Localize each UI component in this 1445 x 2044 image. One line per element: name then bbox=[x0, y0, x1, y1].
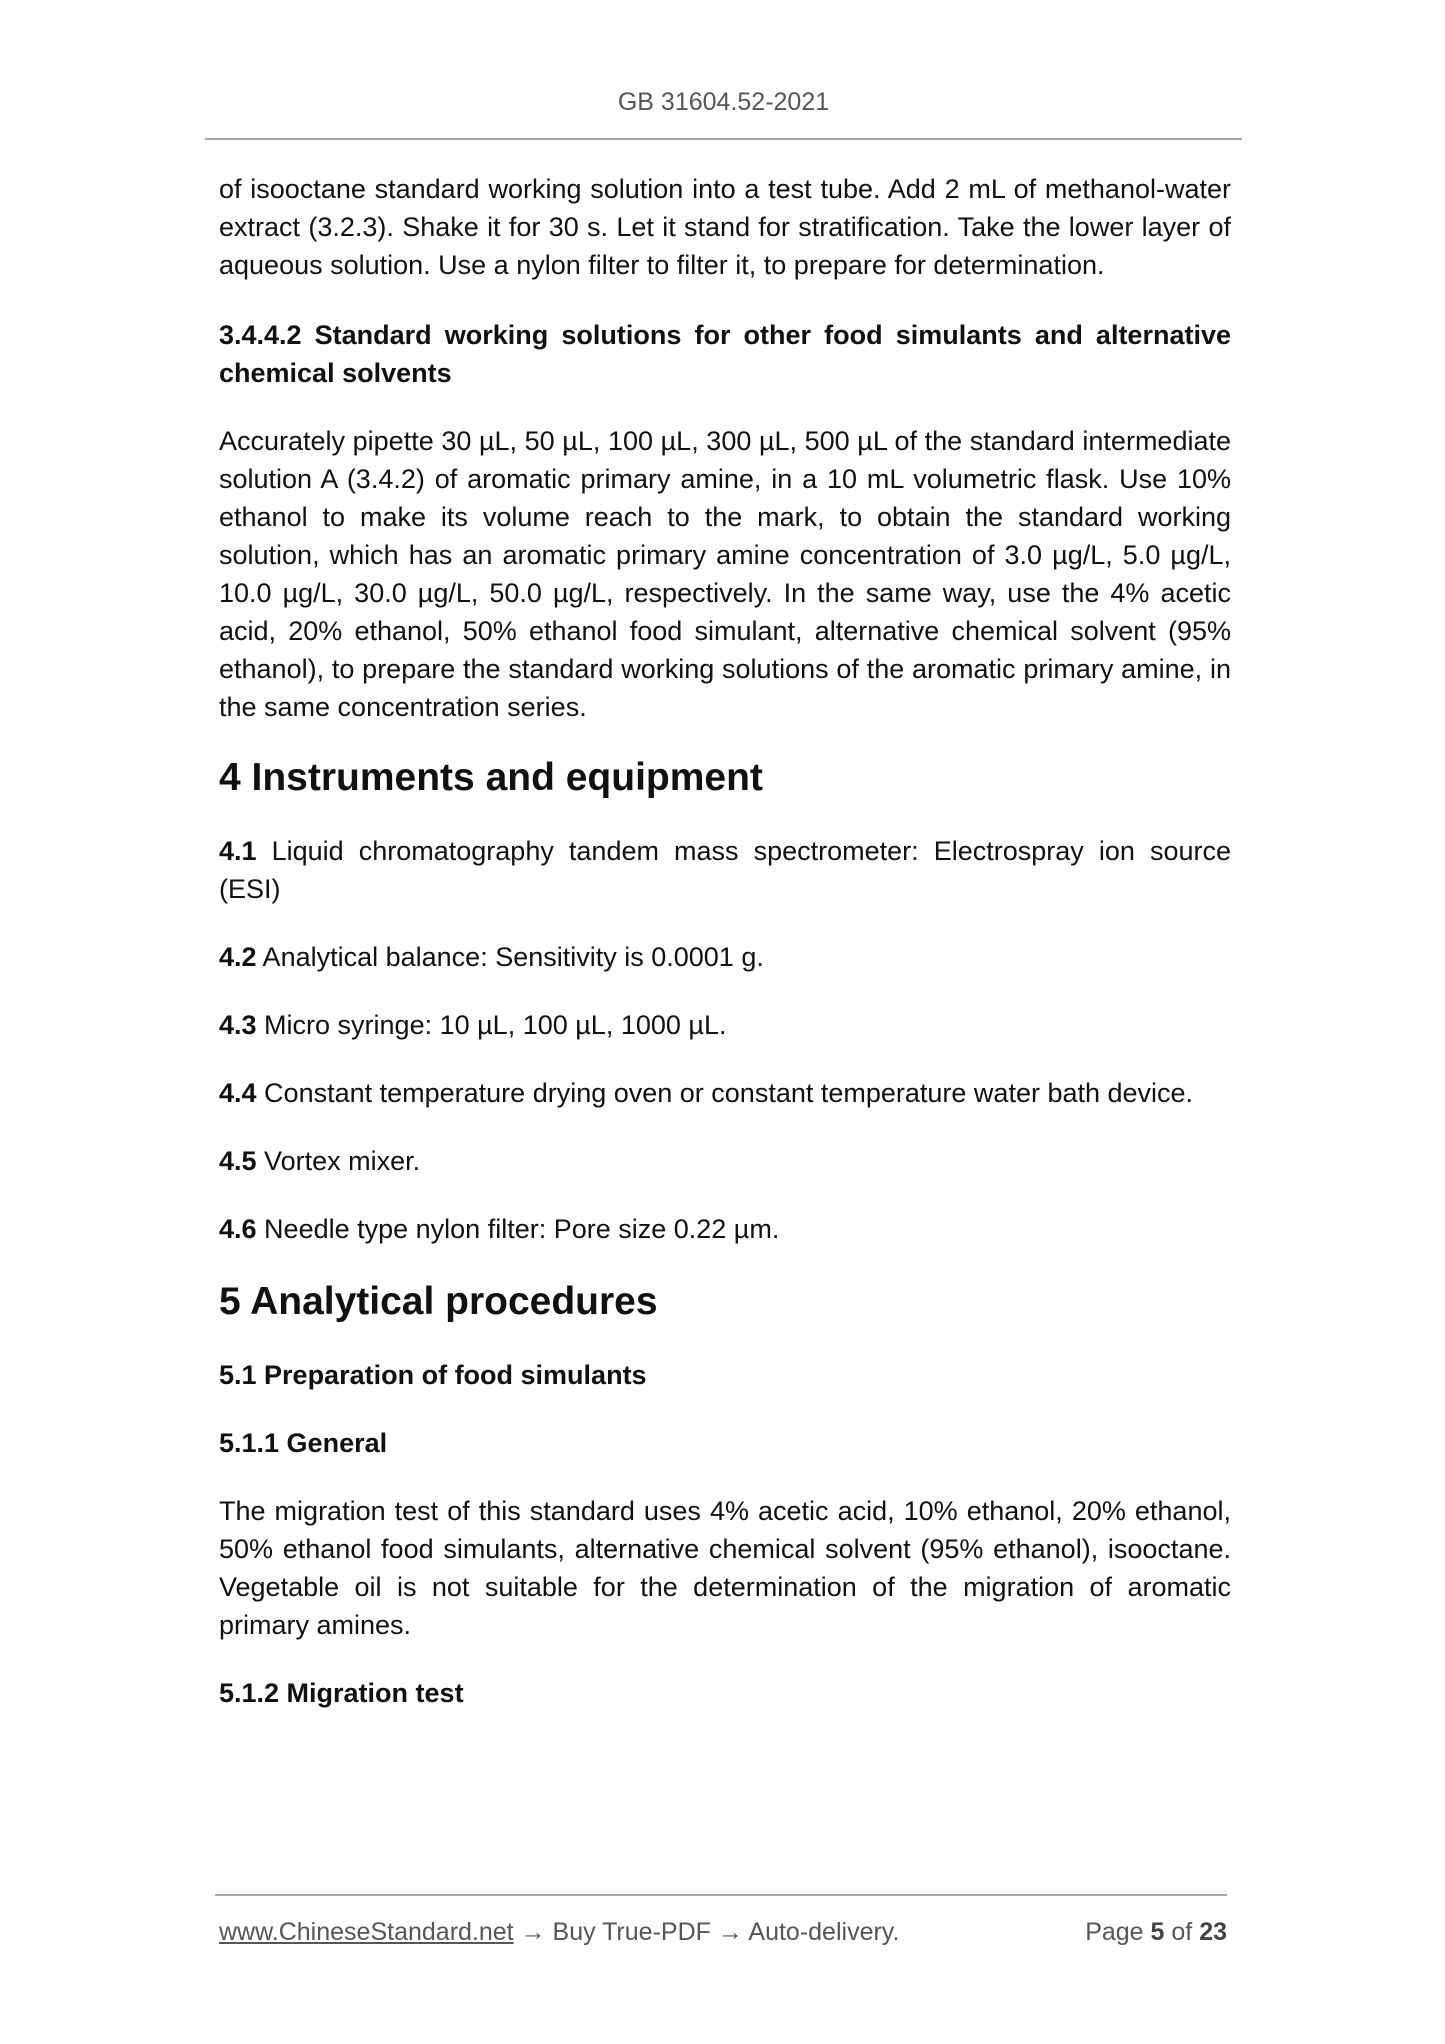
item-text: Analytical balance: Sensitivity is 0.0001 g. bbox=[256, 942, 764, 972]
item-text: Micro syringe: 10 µL, 100 µL, 1000 µL. bbox=[256, 1010, 727, 1040]
item-text: Liquid chromatography tandem mass spectrometer: Electrospray ion source (ESI) bbox=[219, 836, 1231, 904]
paragraph-5-1-1: The migration test of this standard uses 4% acetic acid, 10% ethanol, 20% ethanol, 50% ethanol food simulants, alternative chemical solvent (95% ethanol), isooctane. Vegetable oil is not suitable for the determination of the migration of aromatic primary amines. bbox=[219, 1496, 1231, 1640]
footer-promo bbox=[219, 1918, 899, 1947]
website-link[interactable]: www.ChineseStandard.net bbox=[219, 1918, 514, 1946]
item-number: 4.4 bbox=[219, 1078, 257, 1108]
page-label: Page bbox=[1085, 1918, 1151, 1946]
item-4-5 bbox=[219, 1142, 1231, 1180]
page-total: 23 bbox=[1199, 1918, 1227, 1946]
heading-section-4: 4 Instruments and equipment bbox=[219, 756, 763, 799]
item-number: 4.3 bbox=[219, 1010, 257, 1040]
item-number: 4.2 bbox=[219, 942, 257, 972]
page-current: 5 bbox=[1150, 1918, 1165, 1946]
paragraph-3-4-4-2: Accurately pipette 30 µL, 50 µL, 100 µL, 300 µL, 500 µL of the standard intermediate solution A (3.4.2) of aromatic primary amine, in a 10 mL volumetric flask. Use 10% ethanol to make its volume reach to the mark, to obtain the standard working solution, which has an aromatic primary amine concentration of 3.0 µg/L, 5.0 µg/L, 10.0 µg/L, 30.0 µg/L, 50.0 µg/L, respectively. In the same way, use the 4% acetic acid, 20% ethanol, 50% ethanol food simulant, alternative chemical solvent (95% ethanol), to prepare the standard working solutions of the aromatic primary amine, in the same concentration series. bbox=[219, 426, 1231, 722]
page-indicator bbox=[1085, 1918, 1227, 1947]
paragraph-continued: of isooctane standard working solution into a test tube. Add 2 mL of methanol-water extract (3.2.3). Shake it for 30 s. Let it stand for stratification. Take the lower layer of aqueous solution. Use a nylon filter to filter it, to prepare for determination. bbox=[219, 174, 1231, 280]
item-4-6 bbox=[219, 1210, 1231, 1248]
item-number: 4.5 bbox=[219, 1146, 257, 1176]
page-of: of bbox=[1164, 1918, 1200, 1946]
item-text: Constant temperature drying oven or constant temperature water bath device. bbox=[256, 1078, 1194, 1108]
item-text: Vortex mixer. bbox=[256, 1146, 421, 1176]
item-number: 4.1 bbox=[219, 836, 257, 866]
heading-section-5: 5 Analytical procedures bbox=[219, 1280, 658, 1323]
item-4-2 bbox=[219, 938, 1231, 976]
item-4-3 bbox=[219, 1006, 1231, 1044]
item-number: 4.6 bbox=[219, 1214, 257, 1244]
heading-5-1-1: 5.1.1 General bbox=[219, 1428, 388, 1458]
footer-divider bbox=[215, 1894, 1227, 1896]
item-4-1 bbox=[219, 832, 1231, 908]
header-divider bbox=[205, 138, 1242, 140]
heading-3-4-4-2: 3.4.4.2 Standard working solutions for other food simulants and alternative chemical solvents bbox=[219, 320, 1231, 388]
page-footer bbox=[219, 1918, 1227, 1947]
page-body bbox=[219, 170, 1231, 1712]
footer-tagline: → Buy True-PDF → Auto-delivery. bbox=[513, 1918, 900, 1946]
page-header: GB 31604.52-2021 bbox=[617, 88, 830, 116]
heading-5-1-2: 5.1.2 Migration test bbox=[219, 1678, 464, 1708]
heading-5-1: 5.1 Preparation of food simulants bbox=[219, 1360, 647, 1390]
item-4-4 bbox=[219, 1074, 1231, 1112]
item-text: Needle type nylon filter: Pore size 0.22 µm. bbox=[256, 1214, 780, 1244]
